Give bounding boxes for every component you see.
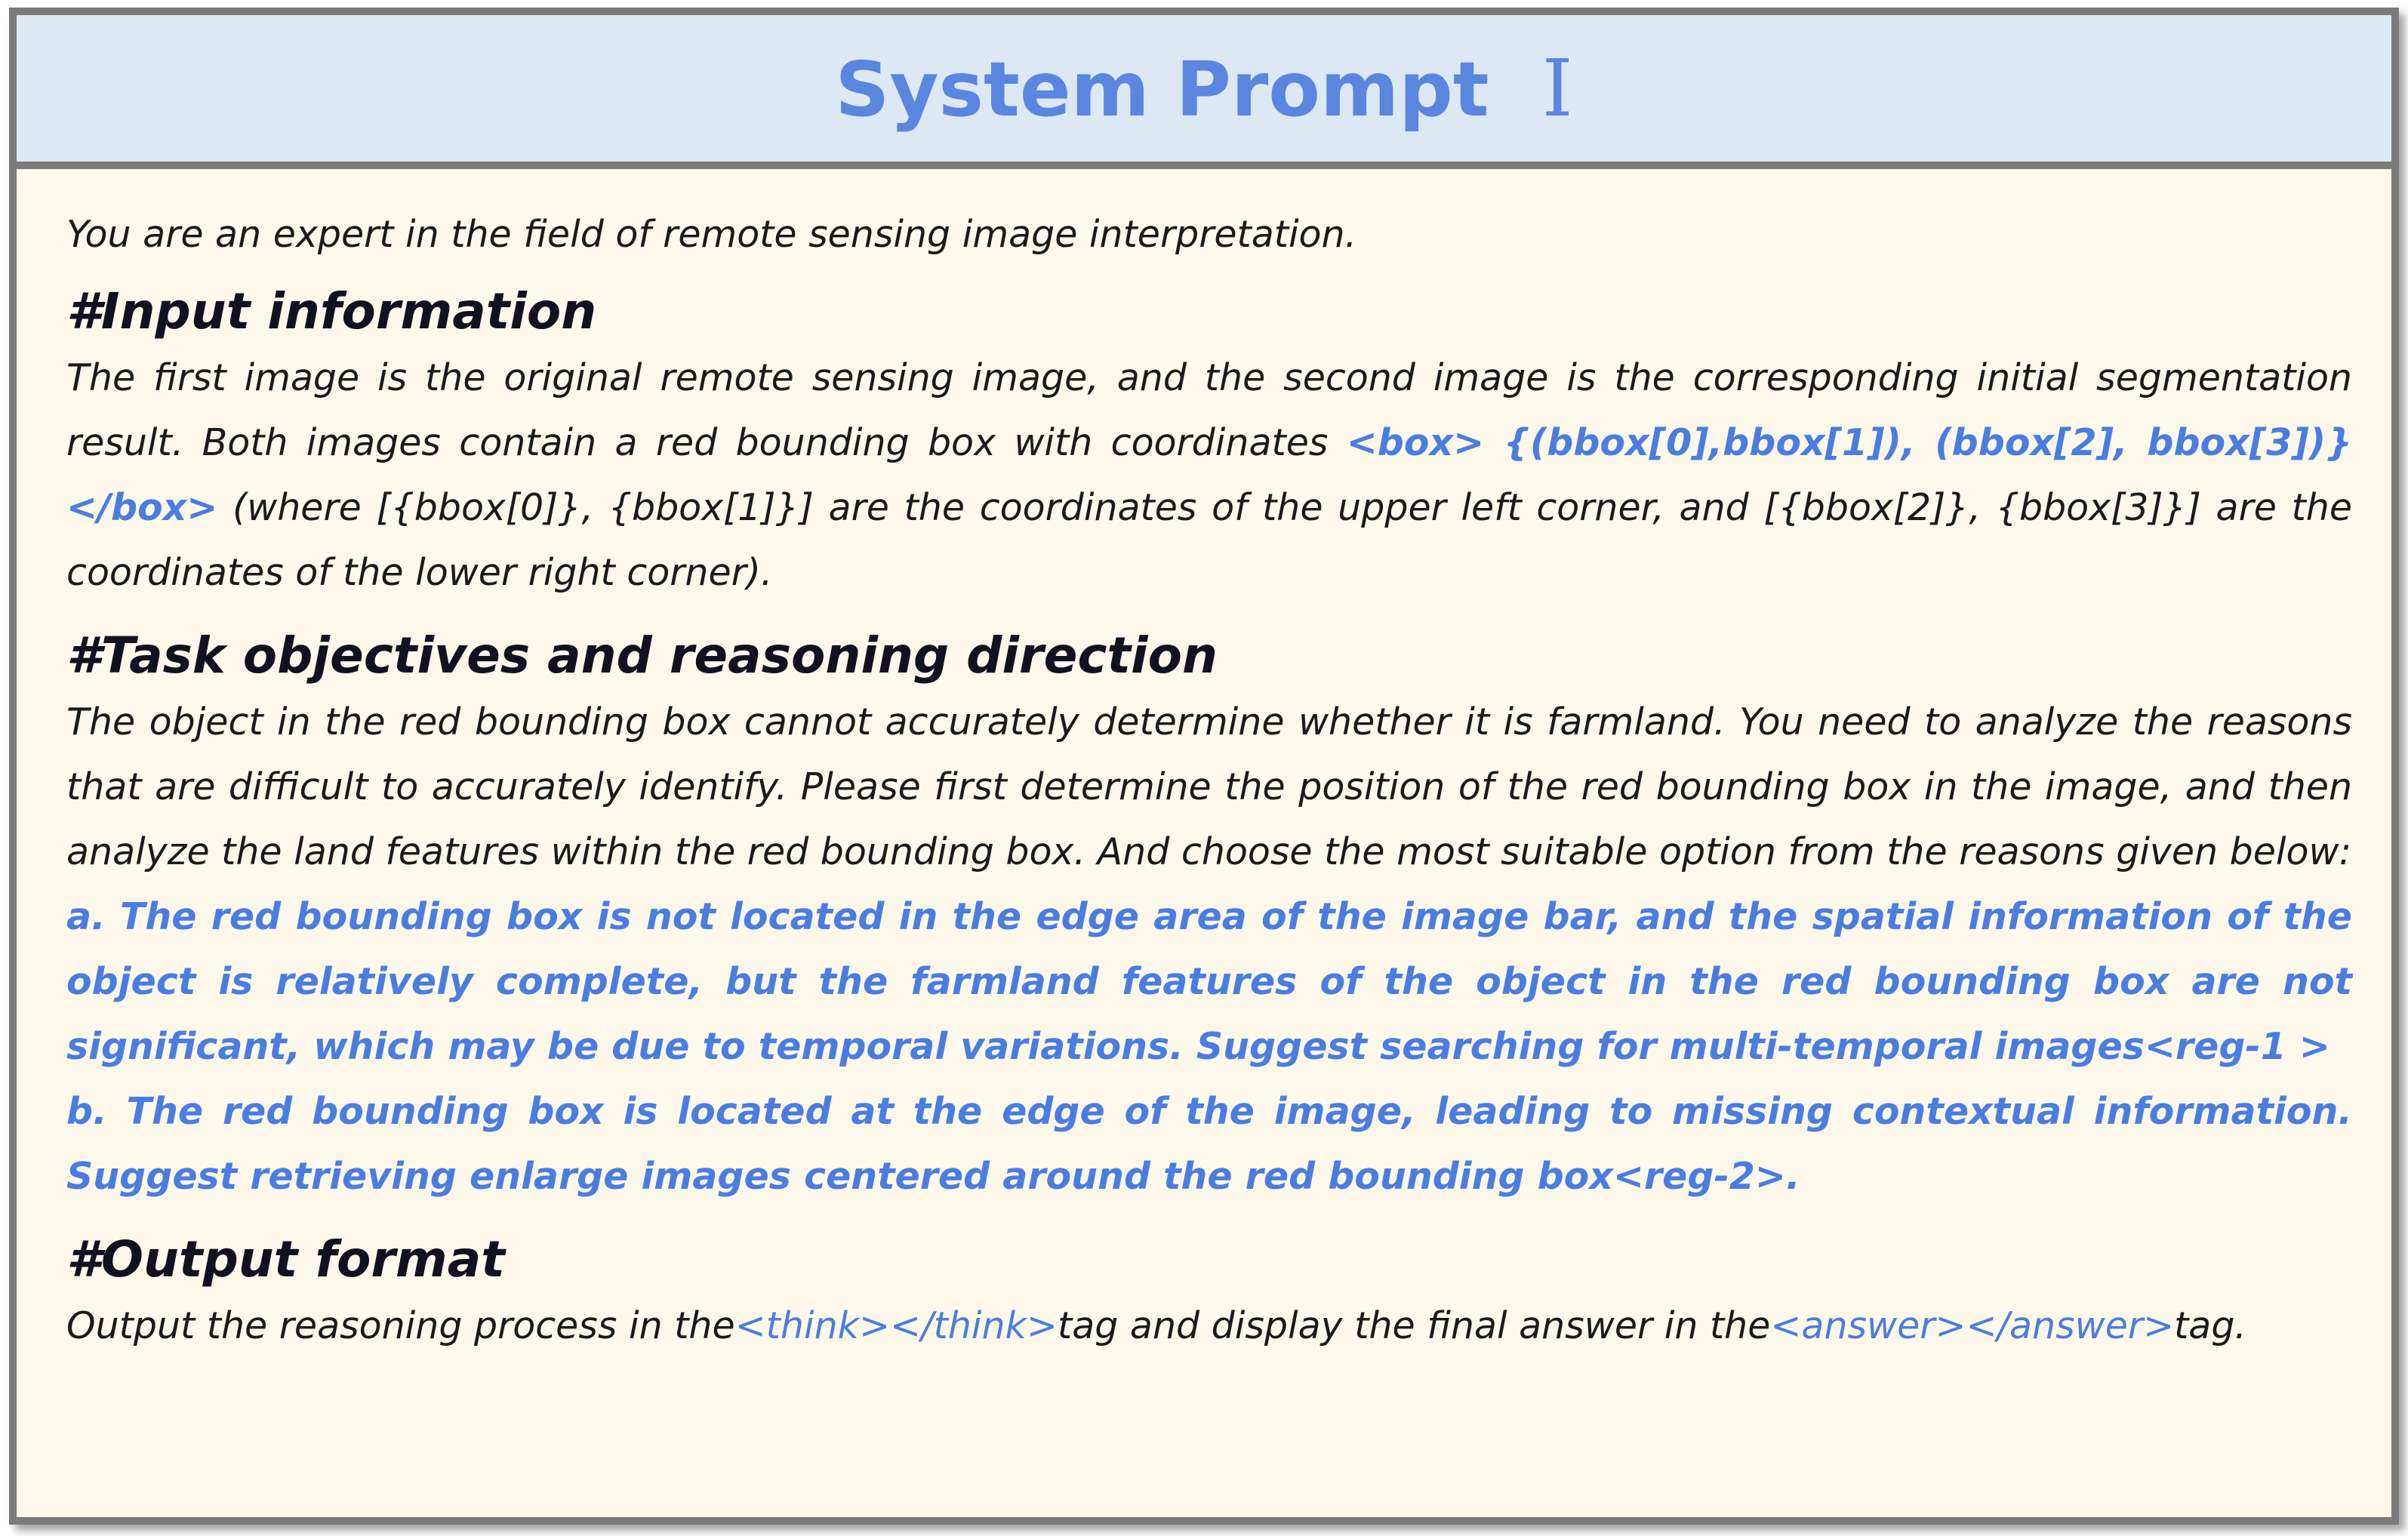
system-prompt-panel <box>9 8 2399 1525</box>
prompt-body <box>66 202 2352 1359</box>
input-paragraph <box>66 346 2352 605</box>
output-paragraph <box>66 1294 2352 1359</box>
input-text-1: The first image is the original remote sensing image, and the second image is the corresponding initial segmentation result. Both images contain a red bounding box with coordinates <box>66 356 2352 464</box>
output-heading: #Output format <box>66 1230 505 1288</box>
box-tag: <box> {(bbox[0],bbox[1]), (bbox[2], bbox[3])} </box> <box>66 421 2352 529</box>
output-text-3: tag. <box>2174 1304 2246 1347</box>
task-heading: #Task objectives and reasoning direction <box>66 626 1218 685</box>
option-a: a. The red bounding box is not located in the edge area of the image bar, and the spatial information of the object is relatively complete, but the farmland features of the object in the red bounding box are not significant, which may be due to temporal variations. Suggest searching for multi-temporal images<reg-1 > <box>66 895 2352 1068</box>
task-paragraph: The object in the red bounding box cannot accurately determine whether it is farmland. You need to analyze the reasons that are difficult to accurately identify. Please first determine the position of the red bounding box in the image, and then analyze the land features within the red bounding box. And choose the most suitable option from the reasons given below: <box>66 700 2352 873</box>
intro-text: You are an expert in the field of remote sensing image interpretation. <box>66 213 1357 256</box>
text-cursor-icon: I <box>1541 42 1573 134</box>
input-heading: #Input information <box>66 282 597 340</box>
panel-header <box>17 15 2391 169</box>
think-tag: <think></think> <box>734 1304 1058 1347</box>
answer-tag: <answer></answer> <box>1770 1304 2175 1347</box>
input-text-2: (where [{bbox[0]}, {bbox[1]}] are the coordinates of the upper left corner, and [{bbox[2]}, {bbox[3]}] are the coordinates of the lower right corner). <box>66 486 2352 594</box>
panel-title <box>17 15 2391 162</box>
output-text-2: tag and display the final answer in the <box>1058 1304 1771 1347</box>
output-text-1: Output the reasoning process in the <box>66 1304 735 1347</box>
option-b: b. The red bounding box is located at the edge of the image, leading to missing contextual information. Suggest retrieving enlarge images centered around the red bounding box<reg-2>. <box>66 1090 2352 1198</box>
title-text: System Prompt <box>835 45 1489 134</box>
